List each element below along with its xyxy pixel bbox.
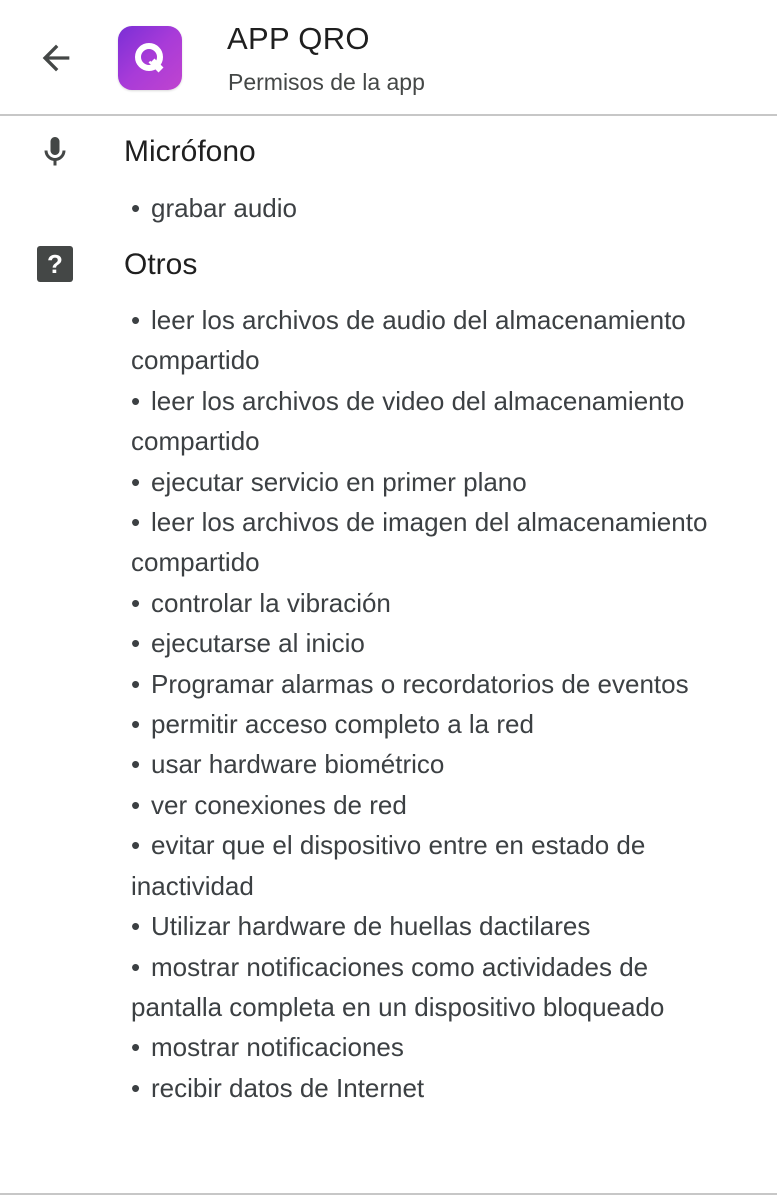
- permission-item: • controlar la vibración: [131, 587, 391, 618]
- permission-text: leer los archivos de audio del almacenamiento compartido: [131, 305, 686, 376]
- permission-item: • usar hardware biométrico: [131, 749, 445, 780]
- question-icon: [36, 245, 74, 283]
- permission-item: • recibir datos de Internet: [131, 1072, 425, 1103]
- svg-text:?: ?: [47, 249, 63, 279]
- permission-text: grabar audio: [151, 193, 297, 223]
- app-title: APP QRO: [227, 21, 370, 56]
- permission-text: leer los archivos de video del almacenamiento compartido: [131, 385, 685, 457]
- permission-item: • grabar audio: [131, 193, 297, 223]
- permission-item: • ver conexiones de red: [131, 789, 407, 820]
- permission-text: recibir datos de Internet: [151, 1072, 425, 1103]
- permission-text: Utilizar hardware de huellas dactilares: [151, 911, 591, 942]
- group-title-microfono: Micrófono: [124, 135, 256, 168]
- permission-item: • permitir acceso completo a la red: [131, 709, 534, 740]
- app-icon: [118, 26, 182, 90]
- permission-text: mostrar notificaciones: [151, 1032, 404, 1063]
- permission-item: • leer los archivos de audio del almacenamiento compartido: [131, 305, 686, 376]
- permission-item: • Programar alarmas o recordatorios de eventos: [131, 668, 689, 699]
- arrow-back-icon: [36, 38, 76, 83]
- permission-item: • ejecutar servicio en primer plano: [131, 466, 527, 497]
- permission-text: ver conexiones de red: [151, 789, 407, 820]
- permission-text: ejecutarse al inicio: [151, 628, 365, 659]
- permission-item: • ejecutarse al inicio: [131, 628, 365, 659]
- app-header: [0, 0, 777, 116]
- permission-list-microfono: [131, 188, 741, 228]
- permission-item: • Utilizar hardware de huellas dactilares: [131, 911, 591, 942]
- permission-text: controlar la vibración: [151, 587, 391, 618]
- microphone-icon: [36, 130, 74, 174]
- permission-item: • mostrar notificaciones como actividades de pantalla completa en un dispositivo bloqueado: [131, 951, 665, 1022]
- permission-text: ejecutar servicio en primer plano: [151, 466, 527, 497]
- permission-text: evitar que el dispositivo entre en estado de inactividad: [131, 830, 646, 901]
- permission-text: leer los archivos de imagen del almacenamiento compartido: [131, 507, 708, 578]
- permission-text: mostrar notificaciones como actividades de pantalla completa en un dispositivo bloqueado: [131, 951, 665, 1022]
- permission-item: • leer los archivos de video del almacenamiento compartido: [131, 385, 685, 457]
- permission-item: • evitar que el dispositivo entre en estado de inactividad: [131, 830, 646, 901]
- group-title-otros: Otros: [124, 248, 198, 281]
- permission-item: • leer los archivos de imagen del almacenamiento compartido: [131, 507, 708, 578]
- permission-text: usar hardware biométrico: [151, 749, 445, 780]
- permission-list-otros: [131, 300, 741, 1108]
- permission-item: • mostrar notificaciones: [131, 1032, 404, 1063]
- bottom-divider: [0, 1193, 777, 1195]
- app-logo-icon: [133, 41, 167, 75]
- page-subtitle: Permisos de la app: [228, 69, 425, 95]
- permission-text: Programar alarmas o recordatorios de eventos: [151, 668, 689, 699]
- permission-text: permitir acceso completo a la red: [151, 709, 534, 740]
- back-button[interactable]: [30, 34, 82, 86]
